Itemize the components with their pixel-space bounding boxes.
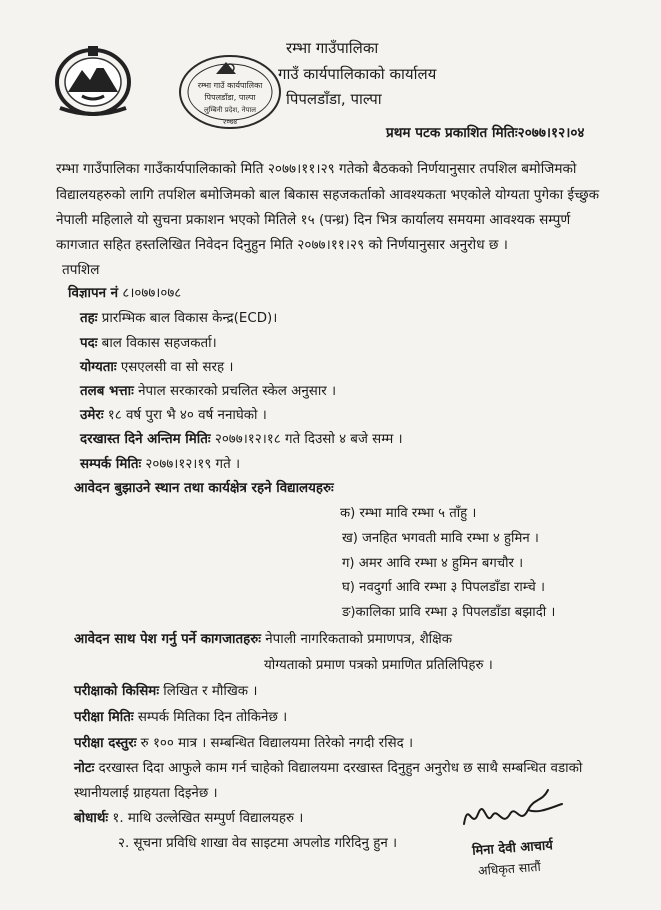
field-value: बाल विकास सहजकर्ता। — [97, 336, 217, 351]
bodhartha — [74, 808, 303, 826]
field-value: २०७७।१२।१८ गते दिउसो ४ बजे सम्म । — [210, 432, 403, 447]
exam-date-value: सम्पर्क मितिका दिन तोकिनेछ । — [133, 710, 288, 725]
svg-text:रम्भा गाउँ कार्यपालिका: रम्भा गाउँ कार्यपालिका — [197, 81, 263, 90]
svg-text:लुम्बिनी प्रदेश, नेपाल: लुम्बिनी प्रदेश, नेपाल — [203, 106, 257, 114]
field-deadline — [80, 429, 403, 447]
exam-type-label: परीक्षाको किसिमः — [74, 684, 160, 699]
exam-fee — [74, 733, 413, 751]
field-label: तलब भत्ताः — [80, 384, 134, 399]
field-qualification — [80, 357, 233, 375]
field-label: सम्पर्क मितिः — [80, 457, 142, 472]
exam-fee-label: परीक्षा दस्तुरः — [74, 736, 137, 751]
tapsil-heading: तपशिल — [62, 262, 100, 278]
note-cont: स्थानीयलाई ग्राहयता दिइनेछ । — [74, 786, 218, 801]
school-item: ख) जनहित भगवती मावि रम्भा ४ हुमिन । — [342, 531, 539, 546]
nepal-emblem-icon — [52, 40, 134, 118]
field-value: १८ वर्ष पुरा भै ४० वर्ष ननाघेको । — [103, 408, 267, 423]
school-item: ङ)कालिका प्रावि रम्भा ३ पिपलडाँडा बझादी । — [342, 605, 556, 620]
office-address: पिपलडाँडा, पाल्पा — [286, 90, 382, 108]
org-name: रम्भा गाउँपालिका — [286, 39, 379, 57]
published-date: प्रथम पटक प्रकाशित मितिः२०७७।१२।०४ — [386, 125, 585, 141]
field-label: दरखास्त दिने अन्तिम मितिः — [80, 432, 211, 447]
intro-line: कागजात सहित हस्तलिखित निवेदन दिनुहुन मिति २०७७।११।२९ को निर्णयानुसार अनुरोध छ । — [56, 237, 508, 253]
signatory-title: अधिकृत सातौं — [477, 858, 542, 879]
intro-line: नेपाली महिलाले यो सुचना प्रकाशन भएको मितिले १५ (पन्ध्र) दिन भित्र कार्यालय समयमा आवश्यक सम्पुर्ण — [56, 212, 571, 228]
note — [74, 758, 582, 776]
school-item: ग) अमर आवि रम्भा ४ हुमिन बगचौर । — [342, 556, 524, 571]
intro-line: रम्भा गाउँपालिका गाउँकार्यपालिकाको मिति २०७७।११।२९ गतेको बैठकको निर्णयानुसार तपशिल बमोजिमको — [56, 161, 577, 177]
field-value: ८।०७७।०७८ — [118, 286, 182, 301]
field-label: विज्ञापन नं — [68, 286, 119, 301]
note-label: नोटः — [74, 761, 95, 776]
bodhartha-item: १. माथि उल्लेखित सम्पुर्ण विद्यालयहरु । — [108, 811, 304, 826]
bodhartha-item: २. सूचना प्रविधि शाखा वेव साइटमा अपलोड गरिदिनु हुन । — [118, 836, 398, 851]
office-name: गाउँ कार्यपालिकाको कार्यालय — [278, 65, 437, 83]
field-contact-date — [80, 454, 240, 472]
field-value: एसएलसी वा सो सरह । — [116, 360, 234, 375]
office-seal-stamp — [176, 52, 284, 134]
exam-date-label: परीक्षा मितिः — [74, 710, 134, 725]
field-age — [80, 405, 267, 423]
exam-fee-value: रु १०० मात्र । सम्बन्धित विद्यालयमा तिरेको नगदी रसिद । — [136, 736, 414, 751]
field-level — [80, 308, 277, 326]
signatory-name: मिना देवी आचार्य — [471, 838, 554, 859]
field-value: नेपाल सरकारको प्रचलित स्केल अनुसार । — [133, 384, 337, 399]
exam-type — [74, 681, 257, 699]
exam-type-value: लिखित र मौखिक । — [159, 684, 258, 699]
field-advertisement-no — [68, 283, 181, 301]
schools-heading: आवेदन बुझाउने स्थान तथा कार्यक्षेत्र रहने विद्यालयहरुः — [74, 481, 334, 496]
school-item: क) रम्भा मावि रम्भा ५ ताँहु । — [340, 506, 477, 521]
field-label: पदः — [80, 336, 98, 351]
documents-value: नेपाली नागरिकताको प्रमाणपत्र, शैक्षिक — [260, 632, 453, 647]
field-value: २०७७।१२।१९ गते । — [141, 457, 241, 472]
field-post — [80, 333, 217, 351]
documents-required — [74, 629, 452, 647]
field-label: योग्यताः — [80, 360, 117, 375]
svg-text:२०७४: २०७४ — [222, 118, 238, 126]
signature-icon — [458, 780, 568, 840]
field-value: प्रारम्भिक बाल विकास केन्द्र(ECD)। — [97, 311, 278, 326]
intro-line: विद्यालयहरुको लागि तपशिल बमोजिमको बाल बिकास सहजकर्ताको आवश्यकता भएकोले योग्यता पुगेका ईच्छुक — [56, 187, 600, 203]
field-salary — [80, 381, 336, 399]
documents-value-cont: योग्यताको प्रमाण पत्रको प्रमाणित प्रतिलिपिहरु । — [264, 658, 493, 673]
field-label: तहः — [80, 311, 98, 326]
bodhartha-label: बोधार्थः — [74, 811, 109, 826]
field-label: उमेरः — [80, 408, 104, 423]
note-value: दरखास्त दिदा आफुले काम गर्न चाहेको विद्यालयमा दरखास्त दिनुहुन अनुरोध छ साथै सम्बन्धित वडाको — [94, 761, 583, 776]
exam-date — [74, 707, 287, 725]
documents-label: आवेदन साथ पेश गर्नु पर्ने कागजातहरुः — [74, 632, 261, 647]
svg-text:पिपलडाँडा, पाल्पा: पिपलडाँडा, पाल्पा — [204, 93, 256, 102]
school-item: घ) नवदुर्गा आवि रम्भा ३ पिपलडाँडा राम्चे । — [342, 580, 545, 595]
